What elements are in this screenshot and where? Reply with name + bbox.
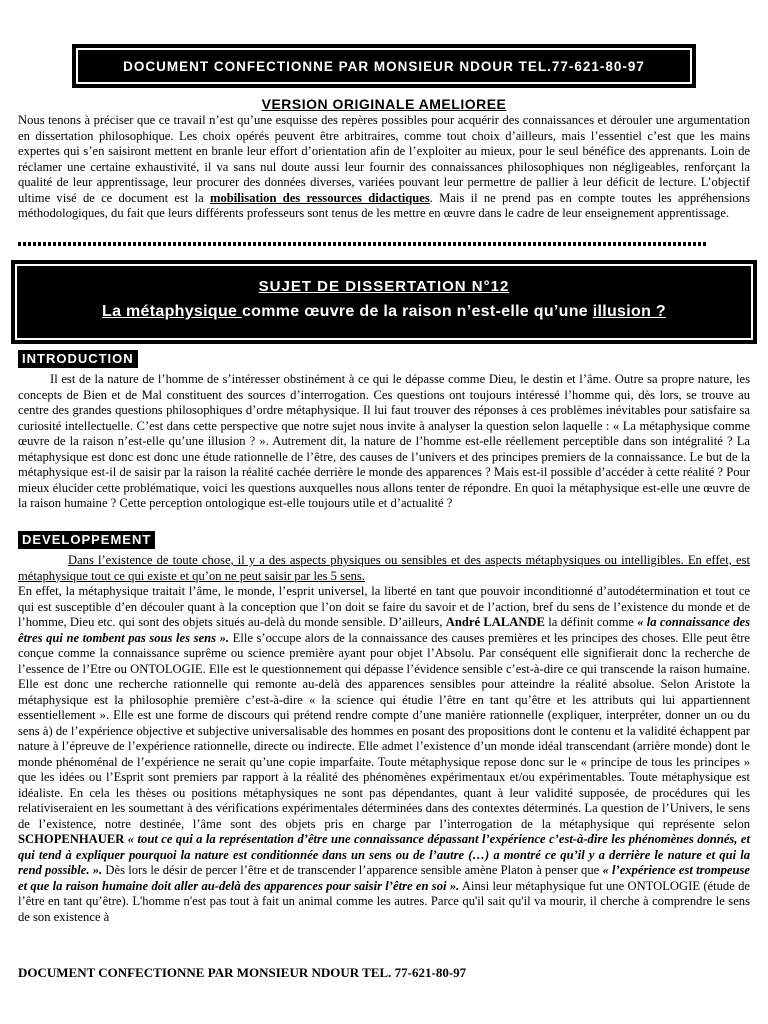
dev-p2: la définit comme — [544, 615, 638, 629]
dev-quote1: « la connaissance des êtres qui ne tombent pas sous les sens ». — [18, 615, 750, 645]
subject-q1: La métaphysique — [102, 303, 242, 320]
footer-text: DOCUMENT CONFECTIONNE PAR MONSIEUR NDOUR TEL. 77-621-80-97 — [18, 965, 467, 980]
dev-p4: Dès lors le désir de percer l’être et de transcender l’apparence sensible amène Platon à penser que — [102, 863, 603, 877]
dev-p5: Ainsi leur métaphysique fut une ONTOLOGIE (étude de l’être en tant qu’être). L'homme n'est pas tout à fait un animal comme les autres. Parce qu'il sait qu'il va mourir, il cherche à comprendre le sens de son existence à — [18, 878, 751, 924]
dev-author2: SCHOPENHAUER — [18, 832, 125, 846]
dev-p3: Elle s’occupe alors de la connaissance des causes premières et les principes des choses. Elle peut être conçue comme la connaissance suprême ou science première ayant pour objet l’Absolu. Par conséquent elle signifierait donc la recherche de l’essence de l’Etre ou ONTOLOGIE. Elle est le questionnement qui dépasse l’évidence sensible c’est-à-dire ce qui transcende la raison humaine. Elle est donc une recherche rationnelle qui remonte au-delà des apparences sensibles pour atteindre la réalité absolue. Selon Aristote la métaphysique est la philosophie première c’est-à-dire « la science qui étudie l’être en tant qu’être et les attributs qui lui appartiennent essentiellement ». Elle est une forme de discours qui prétend rendre compte d’une manière rationnelle (expliquer, interpréter, donner un ou du sens à) de l’expérience objective et subjective universalisable des hommes en posant des propositions dont le contenu et la validité échappent par nature à l’épreuve de l’expérience rationnelle, directe ou indirecte. Elle admet l’existence d’un monde idéal transcendant (arrière monde) dont le monde phénoménal de l’expérience ne serait qu’une copie imparfaite. Toute métaphysique repose donc sur le « principe de tous les principes » que les idées ou l’Esprit sont premiers par rapport à la réalité des phénomènes expérimentaux et/ou expérimentables. Toute métaphysique est idéaliste. En cela les thèses ou positions métaphysiques ne sont pas dépendantes, quant à leur validité supposée, de procédures qui les relativiseraient en les soumettant à des vérifications expérimentales déterminées dans des contextes déterminés. La question de l’Univers, le sens de l’existence, notre destinée, l’âme sont des objets pris en charge par l’interrogation de la métaphysique qui représente selon — [18, 630, 750, 831]
preface-part2: . Mais il ne prend pas en compte toutes les appréhensions méthodologiques, du fait que leurs différents professeurs sont tenus de les mettre en œuvre dans le cadre de leur enseignement apprentissage. — [18, 190, 750, 220]
dev-quote3: « l’expérience est trompeuse et que la raison humaine doit aller au-delà des apparences pour saisir l’être en soi ». — [18, 863, 750, 893]
version-title: VERSION ORIGINALE AMELIOREE — [261, 96, 507, 112]
subject-title: SUJET DE DISSERTATION N°12 — [258, 278, 510, 295]
header-banner-text: DOCUMENT CONFECTIONNE PAR MONSIEUR NDOUR TEL.77-621-80-97 — [76, 48, 692, 84]
subject-q3: n’est-elle qu’une — [451, 303, 593, 320]
dotted-separator — [18, 242, 708, 246]
development-body — [18, 584, 750, 925]
subject-inner — [15, 264, 753, 340]
development-text — [18, 553, 750, 925]
preface-paragraph — [18, 113, 750, 222]
subject-box — [11, 260, 757, 344]
preface-highlight: mobilisation des ressources didactiques — [209, 190, 430, 205]
introduction-text: Il est de la nature de l’homme de s’intéresser obstinément à ce qui le dépasse comme Dieu, le destin et l’âme. Outre sa propre nature, les concepts de Bien et de Mal constituent des sources d’interrogation. Ces questions ont toujours intéressé l’homme qui, dès lors, se trouve au centre des grandes questions philosophiques d’ordre métaphysique. Il lui faut trouver des réponses à ces problèmes inévitables pour satisfaire sa curiosité intellectuelle. C’est dans cette perspective que notre sujet nous invite à analyser la question selon laquelle : « La métaphysique comme œuvre de la raison n’est-elle qu’une illusion ? ». Autrement dit, la nature de l’homme est-elle réellement perceptible dans son intégralité ? La métaphysique est donc est donc une étude rationnelle de l’être, des causes de l’univers et des principes premiers de la connaissance. Le but de la métaphysique est-il de saisir par la raison la réalité cachée derrière le monde des apparences ? Mais est-il possible d’accéder à cette réalité ? Pour mieux élucider cette problématique, voici les questions auxquelles nous allons tenter de répondre. En quoi la métaphysique est-elle une œuvre de la raison humaine ? Cette perception ontologique est-elle toujours utile et d’actualité ? — [18, 372, 750, 510]
subject-q4: illusion ? — [592, 303, 666, 320]
dev-author1: André LALANDE — [445, 615, 545, 629]
subject-question — [17, 303, 751, 321]
subject-q2: comme œuvre de la raison — [241, 303, 452, 320]
dev-quote2: « tout ce qui a la représentation d’être une connaissance dépassant l’expérience c’est-à-dire les phénomènes donnés, et qui tend à expliquer pourquoi la nature est conditionnée dans un sens ou de l’autre (…) a montré ce qu’il y a derrière le nature et qui la rend possible. ». — [18, 832, 750, 877]
introduction-heading: INTRODUCTION — [18, 350, 138, 368]
development-lead: Dans l’existence de toute chose, il y a des aspects physiques ou sensibles et des aspects métaphysiques ou intelligibles. En effet, est métaphysique tout ce qui existe et qu’on ne peut saisir par les 5 sens. — [18, 553, 750, 583]
development-heading: DEVELOPPEMENT — [18, 531, 155, 549]
dev-p1: En effet, la métaphysique traitait l’âme, le monde, l’esprit universel, la liberté en tant que pouvoir inconditionné d’autodétermination et tout ce qui est susceptible d’en découler quant à la conception que l’on doit se faire du savoir et de l’action, bref du sens de l’existence du monde et de l’homme, Dieu etc. qui sont des objets situés au-delà du monde sensible. D’ailleurs, — [18, 584, 750, 629]
preface-part1: Nous tenons à préciser que ce travail n’est qu’une esquisse des repères possibles pour acquérir des connaissances et dérouler une argumentation en dissertation philosophique. Les choix opérés peuvent être arbitraires, comme tout choix d’ailleurs, mais l’essentiel c’est que les mains expertes qui s’en saisiront mettent en branle leur effort d’orientation afin de l’exploiter au mieux, pour le seul bénéfice des apprenants. Loin de réclamer une certaine exhaustivité, il va sans nul doute aussi leur fournir des connaissances philosophiques non négligeables, renforçant la qualité de leur apprentissage, leur procurer des données diverses, variées pouvant leur permettre de pallier à leur déficit de lecture. L’objectif ultime visé de ce document est la — [18, 113, 750, 205]
header-banner — [72, 44, 696, 88]
